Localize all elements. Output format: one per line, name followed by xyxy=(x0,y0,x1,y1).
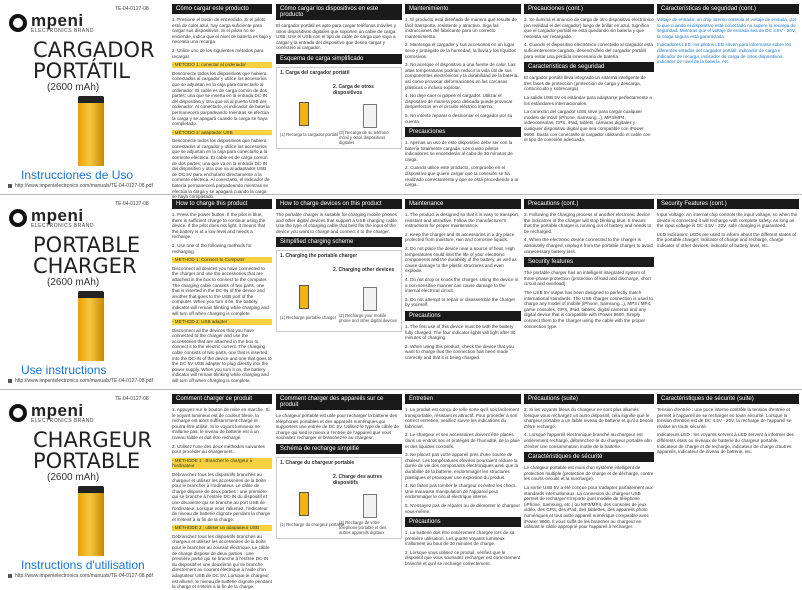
manual-url-text[interactable]: http://www.impentelectronics.com/manuals/TE-04-0127-08.pdf xyxy=(15,378,153,384)
text-column xyxy=(405,199,521,384)
diagram-step-1: 1. Charging the portable charger xyxy=(280,253,358,260)
cover-panel xyxy=(3,197,167,385)
paragraph: 1. The product is designed so that it is easy to transport, resistant and attractive. Follow the manufacturer's instructions for proper maintenance. xyxy=(405,212,520,229)
text-column xyxy=(657,394,799,579)
manual-url xyxy=(8,378,153,384)
charging-diagram xyxy=(276,67,402,149)
paragraph: 1. Presione el botón de encendido. Si el piloto está de color azul, hay carga suficiente para cargar sus dispositivos. Si el piloto no se enciende, indica que el nivel de batería es bajo y necesita una recarga. xyxy=(172,17,272,45)
section-header: Caractéristiques de sécurité (suite) xyxy=(657,394,799,404)
paragraph: 4. No deje caer ni golpee el cargador. Utilizar el dispositivo de manera poco delicada puede provocar desperfectos en el circuito eléctrico interno. xyxy=(405,93,513,110)
paragraph: - MÉTODO 2: adaptador USB xyxy=(172,130,272,136)
text-column xyxy=(657,4,799,189)
brand-logo xyxy=(9,12,94,34)
diagram-step-1: 1. Charge du chargeur portable xyxy=(280,459,355,466)
section-header: Maintenance xyxy=(405,199,521,209)
paragraph: 2. When using this product, check the device that you want to charge that the connection has been made correctly and that it is being charged. xyxy=(405,343,514,360)
paragraph: LED Indicators: LEDs are used to inform about the different states of the portable charger: indicator of charge and recharge, charge indicator of other devices, indicator of battery level, etc. xyxy=(657,231,797,248)
battery-cap xyxy=(78,96,104,103)
paragraph: 1. Press the power button. If the pilot is blue, there is sufficient charge to continue using the device. If the pilot does not light, it means that the battery is at a low level and needs a recharge. xyxy=(172,212,266,240)
diagram-step-1: 1. Carga del cargador portátil xyxy=(280,69,350,76)
text-column xyxy=(524,4,654,189)
cover-panel xyxy=(3,392,167,580)
paragraph: 4. When the electronic device connected to the charger is absolutely charged, unplug it from the portable charger to avoid unnecessary battery loss. xyxy=(524,237,653,254)
language-section xyxy=(0,390,802,590)
brand-name: mpeni xyxy=(31,206,84,225)
paragraph: - MÉTHODE 1 : Brancher le chargeur à l'ordinateur xyxy=(172,458,272,469)
product-capacity: (2600 mAh) xyxy=(47,82,100,93)
paragraph: 3. Following the charging process of another electronic device the indicators of the charger will stop blinking blue. It means that the portable charger is running out of battery and needs to be recharged. xyxy=(524,212,652,234)
paragraph: - METHOD 2: USB adapter xyxy=(172,319,272,325)
paragraph: The portable charger is suitable for charging mobile phones and other digital devices that support a USB charging cable. Use the type of charging cable that best fits the input of the device you want to charge and connect it to the charger. xyxy=(276,212,399,234)
text-column xyxy=(172,199,272,384)
paragraph: 3. Do not place the device near a source of heat. High temperatures could limit the life of your electronic components and the durability of the battery, as well as cause damage to the plastic structures and even explode. xyxy=(405,245,517,274)
manual-url xyxy=(8,183,153,189)
diagram-step-2: 2. Charging other devices xyxy=(333,267,395,274)
section-header: Características de seguridad (cont.) xyxy=(657,4,799,14)
product-title: CARGADOR PORTÁTIL xyxy=(33,38,155,83)
product-capacity: (2600 mAh) xyxy=(47,277,100,288)
diagram-caption-1: (1) Recharge portable charger xyxy=(280,315,337,321)
reference-code: TE-04-0127-08 xyxy=(115,6,149,12)
logo-text xyxy=(31,12,94,34)
paragraph: 5. No intente reparar o desmontar el cargador por su cuenta. xyxy=(405,112,513,124)
product-title: PORTABLE CHARGER xyxy=(33,233,141,278)
section-header: Entretien xyxy=(405,394,521,404)
product-capacity: (2600 mAh) xyxy=(47,472,100,483)
paragraph: 5. N'essayez pas de réparer ou de démonter le chargeur vous-même. xyxy=(405,502,521,514)
section-header: How to charge this product xyxy=(172,199,272,209)
instructions-title: Use instructions xyxy=(21,363,107,377)
section-header: Security features xyxy=(524,257,654,267)
paragraph: El cargador portátil es apto para cargar teléfonos móviles y otros dispositivos digitales que soporten un cable de carga USB. Use el USB con el tipo de cable de carga que vaya a cargar y la entrada del dispositivo que desea cargar y conéctelo al cargador. xyxy=(276,23,397,51)
paragraph: 2. Utilice uno de los siguientes métodos para recargar. xyxy=(172,47,264,59)
text-column xyxy=(657,199,799,384)
brand-tagline: ELECTRONICS BRAND xyxy=(31,223,94,229)
paragraph: Le chargeur portable est muni d'un système intelligent de protection multiple (protection de charge et de décharge, contre les courts-circuits et la surcharge). xyxy=(524,465,654,482)
url-bullet-icon xyxy=(8,379,12,383)
section-header: Precauciones xyxy=(405,127,521,137)
paragraph: - METHOD 1: Connect to Computer xyxy=(172,257,272,263)
paragraph: 3. No acerque el dispositivo a una fuente de calor. Las altas temperaturas podrían reducir la vida útil de sus componentes electrónicos y la durabilidad de la batería, así como provocar deformaciones en las carcasas plásticas o incluso explotar. xyxy=(405,62,519,90)
paragraph: 1. Le produit est conçu de telle sorte qu'il soit facilement transportable, résistant et attractif. Pour procéder à son correct entretien, veuillez suivre les indications du fabricant. xyxy=(405,407,519,429)
paragraph: La sortie USB 5V a été conçue pour s'adapter parfaitement aux standards internationaux. La connexion du chargeur USB permet de recharger n'importe quel modèle de téléphone (iPhone, Samsung, etc.) ou MP3/MP4, des consoles de jeux vidéo, des GPS, des iPad, des tablettes, des appareils photo numériques et tout autre appareil numérique compatible avec iPower 9600. Il vous suffit de les brancher au chargeur en utilisant le câble approprié pour l'appareil à recharger. xyxy=(524,484,653,530)
section-header: Précautions xyxy=(405,517,521,527)
instructions-title: Instructions d'utilisation xyxy=(21,558,145,572)
section-header: Precauciones (cont.) xyxy=(524,4,654,14)
paragraph: La salida USB 5V es estándar para adaptarse perfectamente a los estándares internacionales. xyxy=(524,94,652,106)
paragraph: Tension d'entrée : une puce interne contrôle la tension d'entrée et permet à l'appareil de se recharger en toute sécurité. Lorsque la tension d'entrée est de DC 4.5V - 20V, la recharge de l'appareil se réalise en toute sécurité. xyxy=(657,407,792,429)
section-header: Caractéristiques de sécurité xyxy=(524,452,654,462)
text-column xyxy=(276,199,402,384)
paragraph: Disconnect all devices you have connected to the charger and use the accessories that are attached in the box to connect to the computer. The charging cable consists of two parts, one that is inserted in the DC-IN of the device and another that goes to the USB port of the computer. When you turn it on, the battery indicator will remain blinking while charging and will turn off when charging is complete. xyxy=(172,265,269,316)
paragraph: Desconecte todos los dispositivos que hubiera conectados al cargador y utilice los accesorios que se adjuntan en la caja para conectarlo a la corriente eléctrica. El cable es de carga común de dos partes; una que va en la entrada DC-IN del dispositivo y otra que va al adaptador USB de DC 5V para enchufarlo directamente a la corriente eléctrica. Al conectarlo, el indicador de batería permanecerá parpadeando mientras se efectúa la carga y se apagará cuando la carga se haya completado. xyxy=(172,138,270,200)
brand-logo xyxy=(9,207,94,229)
logo-text xyxy=(31,207,94,229)
section-header: How to charge devices on this product xyxy=(276,199,402,209)
paragraph: El cargador portátil lleva integrado un sistema inteligente de tres fases de protección (protección de carga y descarga, cortocircuito y sobrecarga). xyxy=(524,75,646,92)
paragraph: Input Voltage: An internal chip controls the input voltage, so when the device is connected it will recharge with complete safety. As long as the input voltage is DC 4.5V - 20V, safe charging is guaranteed. xyxy=(657,212,798,229)
paragraph: - MÉTHODE 2 : utiliser un adaptateur USB xyxy=(172,525,272,531)
paragraph: 2. Lorsque vous utilisez ce produit, vérifiez que le dispositif que vous souhaitez recharger est correctement branché et qu'il se recharge correctement. xyxy=(405,549,521,567)
paragraph: 3. Se ilumina el anuncio de carga de otro dispositivo electrónico (en realidad el del cargador) luego de brillar en azul. Significa que el cargador portátil se está quedando sin batería y que necesita ser recargado. xyxy=(524,17,654,39)
section-header: Mantenimiento xyxy=(405,4,521,14)
battery-body xyxy=(78,493,104,556)
charger-icon xyxy=(299,102,309,126)
paragraph: 1. El producto está diseñado de manera que resulte de fácil transporte, resistente y atractivo. Siga las instrucciones del fabricante para un correcto mantenimiento. xyxy=(405,17,517,39)
text-column xyxy=(524,394,654,579)
diagram-step-2: 2. Charge des autres dispositifs xyxy=(333,473,383,486)
charger-icon xyxy=(299,492,309,516)
paragraph: 4. Ne faites pas tomber le chargeur et évitez les chocs. Une mauvaise manipulation de l'appareil peut endommager le circuit électrique interne. xyxy=(405,483,517,500)
paragraph: Débranchez tous les dispositifs branchés au chargeur et utilisez les accessoires de la boîte pour le brancher au courant électrique. Le câble de charge dispose de deux parties : une première partie qui se branche à l'entrée DC-IN du dispositif et une deuxième qui se branche directement au courant électrique à l'aide d'un adaptateur USB de DC 5V. Lorsque le chargeur est allumé, le niveau de batterie clignote pendant la charge et s'éteint à la fin de la charge. xyxy=(172,533,272,590)
paragraph: 4. Do not drop or knock the charger. Using the device in a non-sensitive manner can cause damage to the internal electrical circuit. xyxy=(405,276,519,294)
charging-diagram xyxy=(276,457,402,539)
paragraph: The USB 5V output has been designed to perfectly match international standards. The USB charger connection is used to charge any model of mobile (iPhone, Samsung...), MP3 / MP4, game consoles, GPS, iPad, tablets, digital cameras and any digital device that is compatible with iPower 9600. Simply connect them to the charger using the cable with the proper connection type. xyxy=(524,289,653,329)
battery-image xyxy=(78,486,104,556)
paragraph: 2. Mantenga el cargador y sus accesorios en un lugar seco y protegido de la humedad, la lluvia y los líquidos corrosivos. xyxy=(405,42,517,59)
paragraph: 1. Appuyez sur le bouton de mise en marche. Si le voyant lumineux est de couleur bleue, la recharge est alors suffisamment chargé et pourra être utilisé. Si le voyant lumineux ne s'allume pas, le niveau de batterie est à un niveau faible et doit être rechargé. xyxy=(172,407,270,440)
scheme-header: Schéma de recharge simplifié xyxy=(276,444,402,454)
diagram-caption-2: (2) Recarga de su teléfono móvil y otros dispositivos digitales xyxy=(339,129,389,145)
paragraph: Indicateurs LED : les voyants servent à LED servent à informer des différents états ou niveaux de batterie du chargeur portable. Indicateur de charge et de recharge, indicateur de charge d'autres appareils, indicateur de niveau de batterie, etc. xyxy=(657,432,794,455)
cover-panel xyxy=(3,2,167,190)
paragraph: The portable charger has an intelligent integrated system of three-phase protection (protection of load and discharge, short circuit and overload). xyxy=(524,270,651,287)
paragraph: Le chargeur portable est utile pour recharger la batterie des téléphones portables et des appareils numériques qui supportent une entrée de DC 5V. Utilisez le type de câble de charge qui sied le mieux à l'entrée de l'appareil que vous souhaitez recharger et branchez-le au chargeur. xyxy=(276,413,399,441)
diagram-caption-1: (1) Recarga la cargador portátil xyxy=(280,131,338,137)
instructions-title: Instrucciones de Uso xyxy=(21,168,134,182)
paragraph: 1. La batterie doit être entièrement chargée lors de sa première utilisation. Les quatre voyants lumineux s'allument au bout de 30 minutes de charge. xyxy=(405,530,515,547)
text-column xyxy=(405,394,521,579)
brand-tagline: ELECTRONICS BRAND xyxy=(31,28,94,34)
paragraph: 3. Si les voyants bleus du chargeur ne sont plus allumés lorsque vous rechargez un autre dispositif, cela signifie que le chargeur portable a un faible niveau de batterie et qu'il a besoin d'être rechargé. xyxy=(524,407,654,429)
paragraph: Voltaje de entrada: un chip interno controla el voltaje de entrada, por lo que cuando el dispositivo esté conectado no supere la recarga de seguridad. Mientras que el voltaje de entrada sea de DC 4.5V - 20V, la carga segura está garantizada. xyxy=(657,17,797,39)
diagram-caption-1: (1) Recharge du chargeur portable xyxy=(280,521,345,527)
battery-cap xyxy=(78,291,104,298)
paragraph: Desconecte todos los dispositivos que hubiera conectados al cargador y utilice los accesorios que se adjuntan en la caja para conectarlo al ordenador. El cable es de carga común de dos partes; una que se inserta en la entrada DC-IN del dispositivo y otra que va al puerto USB del ordenador. Al conectarlo, el indicador de batería permanecerá parpadeando mientras se efectúa la carga y se apagará cuando la carga se haya completado. xyxy=(172,70,270,127)
reference-code: TE-04-0127-08 xyxy=(115,201,149,207)
battery-image xyxy=(78,291,104,361)
logo-mark-icon xyxy=(9,209,27,227)
section-header: Comment charger ce produit xyxy=(172,394,272,404)
diagram-caption-2: (2) Recharge de votre téléphone portable et des autres appareils digitaux xyxy=(339,519,387,535)
paragraph: 1. Apenas un uso de este dispositivo debe ser con la batería totalmente cargada. Los cuatro pilotos indicadores se encenderán al cabo de 30 minutos de carga. xyxy=(405,140,513,162)
manual-url xyxy=(8,573,153,579)
paragraph: 2. Le chargeur et ses accessoires doivent être placés dans un endroit sec et protégés de l'humidité, de la pluie et des liquides corrosifs. xyxy=(405,432,520,449)
charging-diagram xyxy=(276,250,402,332)
url-bullet-icon xyxy=(8,184,12,188)
paragraph: 2. Utilisez l'une des deux méthodes suivantes pour procéder au chargement. xyxy=(172,443,265,455)
diagram-caption-2: (2) Recharge your mobile phone and other digital devices xyxy=(339,313,397,324)
manual-url-text[interactable]: http://www.impentelectronics.com/manuals/TE-04-0127-08.pdf xyxy=(15,573,153,579)
brand-tagline: ELECTRONICS BRAND xyxy=(31,418,94,424)
paragraph: 4. Cuando el dispositivo electrónico conectado al cargador está suficientemente cargado, desenchúfelo del cargador portátil para evitar una pérdida innecesaria de batería. xyxy=(524,42,653,59)
paragraph: 1. The first use of this device must be with the battery fully charged. The four indicator lights will light after 30 minutes of charging. xyxy=(405,323,516,341)
manual-url-text[interactable]: http://www.impentelectronics.com/manuals/TE-04-0127-08.pdf xyxy=(15,183,153,189)
phone-icon xyxy=(363,287,377,311)
charger-icon xyxy=(299,285,309,309)
logo-mark-icon xyxy=(9,14,27,32)
section-header: Características de seguridad xyxy=(524,62,654,72)
logo-text xyxy=(31,402,94,424)
url-bullet-icon xyxy=(8,574,12,578)
section-header: Security Features (cont.) xyxy=(657,199,799,209)
diagram-step-2: 2. Carga de otros dispositivos xyxy=(333,83,374,96)
paragraph: Disconnect all the devices that you have connected to the charger and use the accessories that are attached in the box to connect it to the electric current. The charging cable consists of two parts, one that is inserted into the DC-IN of the device and one that goes to the DC 5V USB adapter to plug directly into the power supply. When you turn it on, the battery indicator will remain blinking while charging and will turn off when charging is complete. xyxy=(172,327,272,384)
phone-icon xyxy=(363,494,377,518)
text-column xyxy=(172,394,272,590)
battery-body xyxy=(78,298,104,361)
brand-name: mpeni xyxy=(31,11,84,30)
paragraph: 5. Do not attempt to repair or disassemble the charger by yourself. xyxy=(405,296,516,308)
paragraph: La conexión del cargador USB sirve para cargar cualquier modelo de móvil (iPhone, Samsung...), MP3/MP4, videoconsolas, GPS, iPad, tablets, cámaras digitales y cualquier dispositivo digital que sea compatible con iPower 9600. Basta con conectarlo al cargador utilizando el cable con el tipo de conexión adecuada. xyxy=(524,109,651,143)
paragraph: 2. Keep the charger and its accessories in a dry place protected from moisture, rain and corrosive liquids. xyxy=(405,231,515,243)
paragraph: 2. Use one of the following methods for recharging. xyxy=(172,242,252,254)
text-column xyxy=(276,394,402,579)
paragraph: 4. Lorsque l'appareil électronique branché au chargeur est entièrement rechargé, débranchez-le du chargeur portable afin d'éviter une consommation inutile de la batterie. xyxy=(524,432,652,449)
scheme-header: Esquema de carga simplificado xyxy=(276,54,402,64)
text-column xyxy=(276,4,402,189)
paragraph: 3. Ne placez pas votre appareil près d'une source de chaleur. Les températures élevées pourraient réduire la durée de vie des composants électroniques ainsi que la durabilité de la batterie, endommager les structures plastiques et provoquer une explosion du produit. xyxy=(405,452,519,480)
text-column xyxy=(524,199,654,384)
section-header: Precautions xyxy=(405,311,521,321)
brand-logo xyxy=(9,402,94,424)
battery-cap xyxy=(78,486,104,493)
paragraph: - MÉTODO 1: conectar al ordenador xyxy=(172,62,272,68)
battery-image xyxy=(78,96,104,166)
language-section xyxy=(0,0,802,200)
logo-mark-icon xyxy=(9,404,27,422)
text-column xyxy=(172,4,272,200)
brand-name: mpeni xyxy=(31,401,84,420)
language-section xyxy=(0,195,802,390)
section-header: Comment charger des appareils sur ce produit xyxy=(276,394,402,410)
reference-code: TE-04-0127-08 xyxy=(115,396,149,402)
product-title: CHARGEUR PORTABLE xyxy=(33,428,152,473)
battery-body xyxy=(78,103,104,166)
section-header: Précautions (suite) xyxy=(524,394,654,404)
section-header: Precautions (cont.) xyxy=(524,199,654,209)
section-header: Cómo cargar los dispositivos en este producto xyxy=(276,4,402,20)
paragraph: Débranchez tous les dispositifs branchés au chargeur et utilisez les accessoires de la boîte pour le brancher à l'ordinateur. Le câble de charge dispose de deux parties : une première qui se branche à l'entrée DC-IN du dispositif et une deuxième qui se branche au port USB de l'ordinateur. Lorsque vous l'allumez, l'indicateur de niveau de batterie clignote pendant la charge et s'éteint à la fin de la charge. xyxy=(172,471,271,522)
paragraph: Indicadores LED: los pilotos LED sirven para informarse sobre los diferentes estados del cargador portátil: indicador de carga e indicador de recarga, indicador de carga de otros dispositivos, indicador de nivel de la batería, etc. xyxy=(657,42,792,65)
paragraph: 2. Cuando utilice este producto, compruebe en el dispositivo que quiere cargar que la conexión se ha realizado correctamente y que se está procediendo a la carga. xyxy=(405,165,519,188)
text-column xyxy=(405,4,521,189)
section-header: Cómo cargar este producto xyxy=(172,4,272,14)
phone-icon xyxy=(363,104,377,128)
scheme-header: Simplified charging scheme xyxy=(276,237,402,247)
